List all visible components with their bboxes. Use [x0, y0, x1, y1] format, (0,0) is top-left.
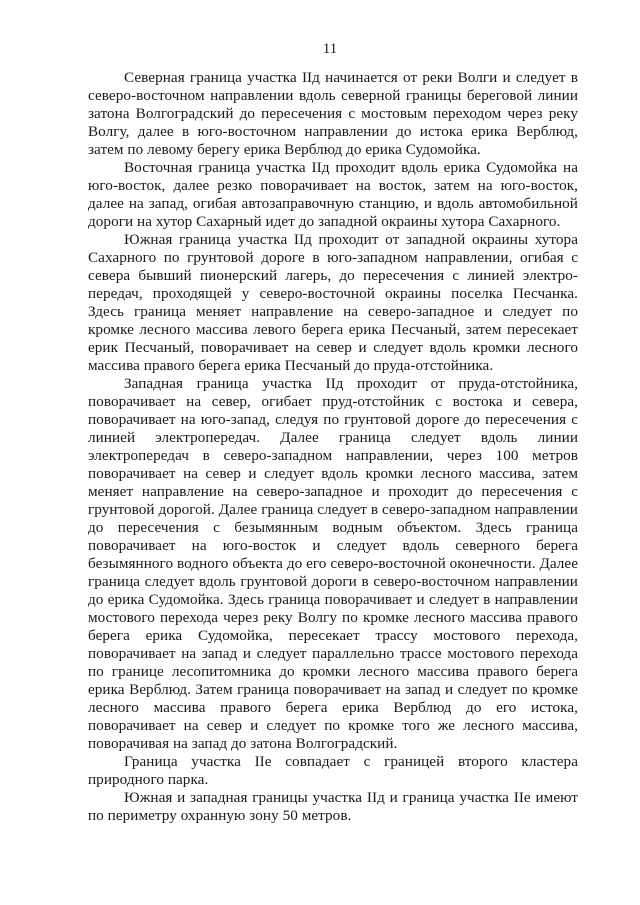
- paragraph-section-ie-boundary: Граница участка IIе совпадает с границей второго кластера природного парка.: [88, 753, 578, 788]
- paragraph-east-boundary: Восточная граница участка IIд проходит вдоль ерика Судомойка на юго-восток, далее резко поворачивает на восток, затем на юго-восток, далее на запад, огибая автозаправочную станцию, и вдоль автомобильной дороги на хутор Сахарный идет до западной окраины хутора Сахарного.: [88, 159, 578, 230]
- page-number: 11: [322, 41, 338, 57]
- paragraph-west-boundary: Западная граница участка IIд проходит от пруда-отстойника, поворачивает на север, огибает пруд-отстойник с востока и севера, поворачивает на юго-запад, следуя по грунтовой дороге до пересечения с линией электропередач. Далее граница следует вдоль линии электропередач в северо-западном направлении, через 100 метров поворачивает на север и следует вдоль кромки лесного массива, затем меняет направление на северо-западное и проходит до пересечения с грунтовой дорогой. Далее граница следует в северо-западном направлении до пересечения с безымянным водным объектом. Здесь граница поворачивает на юго-восток и следует вдоль северного берега безымянного водного объекта до его северо-восточной оконечности. Далее граница следует вдоль грунтовой дороги в северо-восточном направлении до ерика Судомойка. Здесь граница поворачивает и следует в направлении мостового перехода через реку Волгу по кромке лесного массива правого берега ерика Судомойка, пересекает трассу мостового перехода, поворачивает на запад и следует параллельно трассе мостового перехода по границе лесопитомника до кромки лесного массива правого берега ерика Верблюд. Затем граница поворачивает на запад и следует по кромке лесного массива правого берега ерика Верблюд до его истока, поворачивает на север и следует по кромке того же лесного массива, поворачивая на запад до затона Волгоградский.: [88, 375, 578, 752]
- paragraph-north-boundary: Северная граница участка IIд начинается от реки Волги и следует в северо-восточном направлении вдоль северной границы береговой линии затона Волгоградский до пересечения с мостовым переходом через реку Волгу, далее в юго-восточном направлении до истока ерика Верблюд, затем по левому берегу ерика Верблюд до ерика Судомойка.: [88, 69, 578, 158]
- paragraph-buffer-zone: Южная и западная границы участка IIд и граница участка IIе имеют по периметру охранную зону 50 метров.: [88, 789, 578, 824]
- paragraph-south-boundary: Южная граница участка IIд проходит от западной окраины хутора Сахарного по грунтовой дороге в юго-западном направлении, огибая с севера бывший пионерский лагерь, до пересечения с линией электро-передач, проходящей у северо-восточной окраины поселка Песчанка. Здесь граница меняет направление на северо-западное и следует по кромке лесного массива левого берега ерика Песчаный, затем пересекает ерик Песчаный, поворачивает на север и следует вдоль кромки лесного массива правого берега ерика Песчаный до пруда-отстойника.: [88, 231, 578, 374]
- document-body: [88, 69, 578, 825]
